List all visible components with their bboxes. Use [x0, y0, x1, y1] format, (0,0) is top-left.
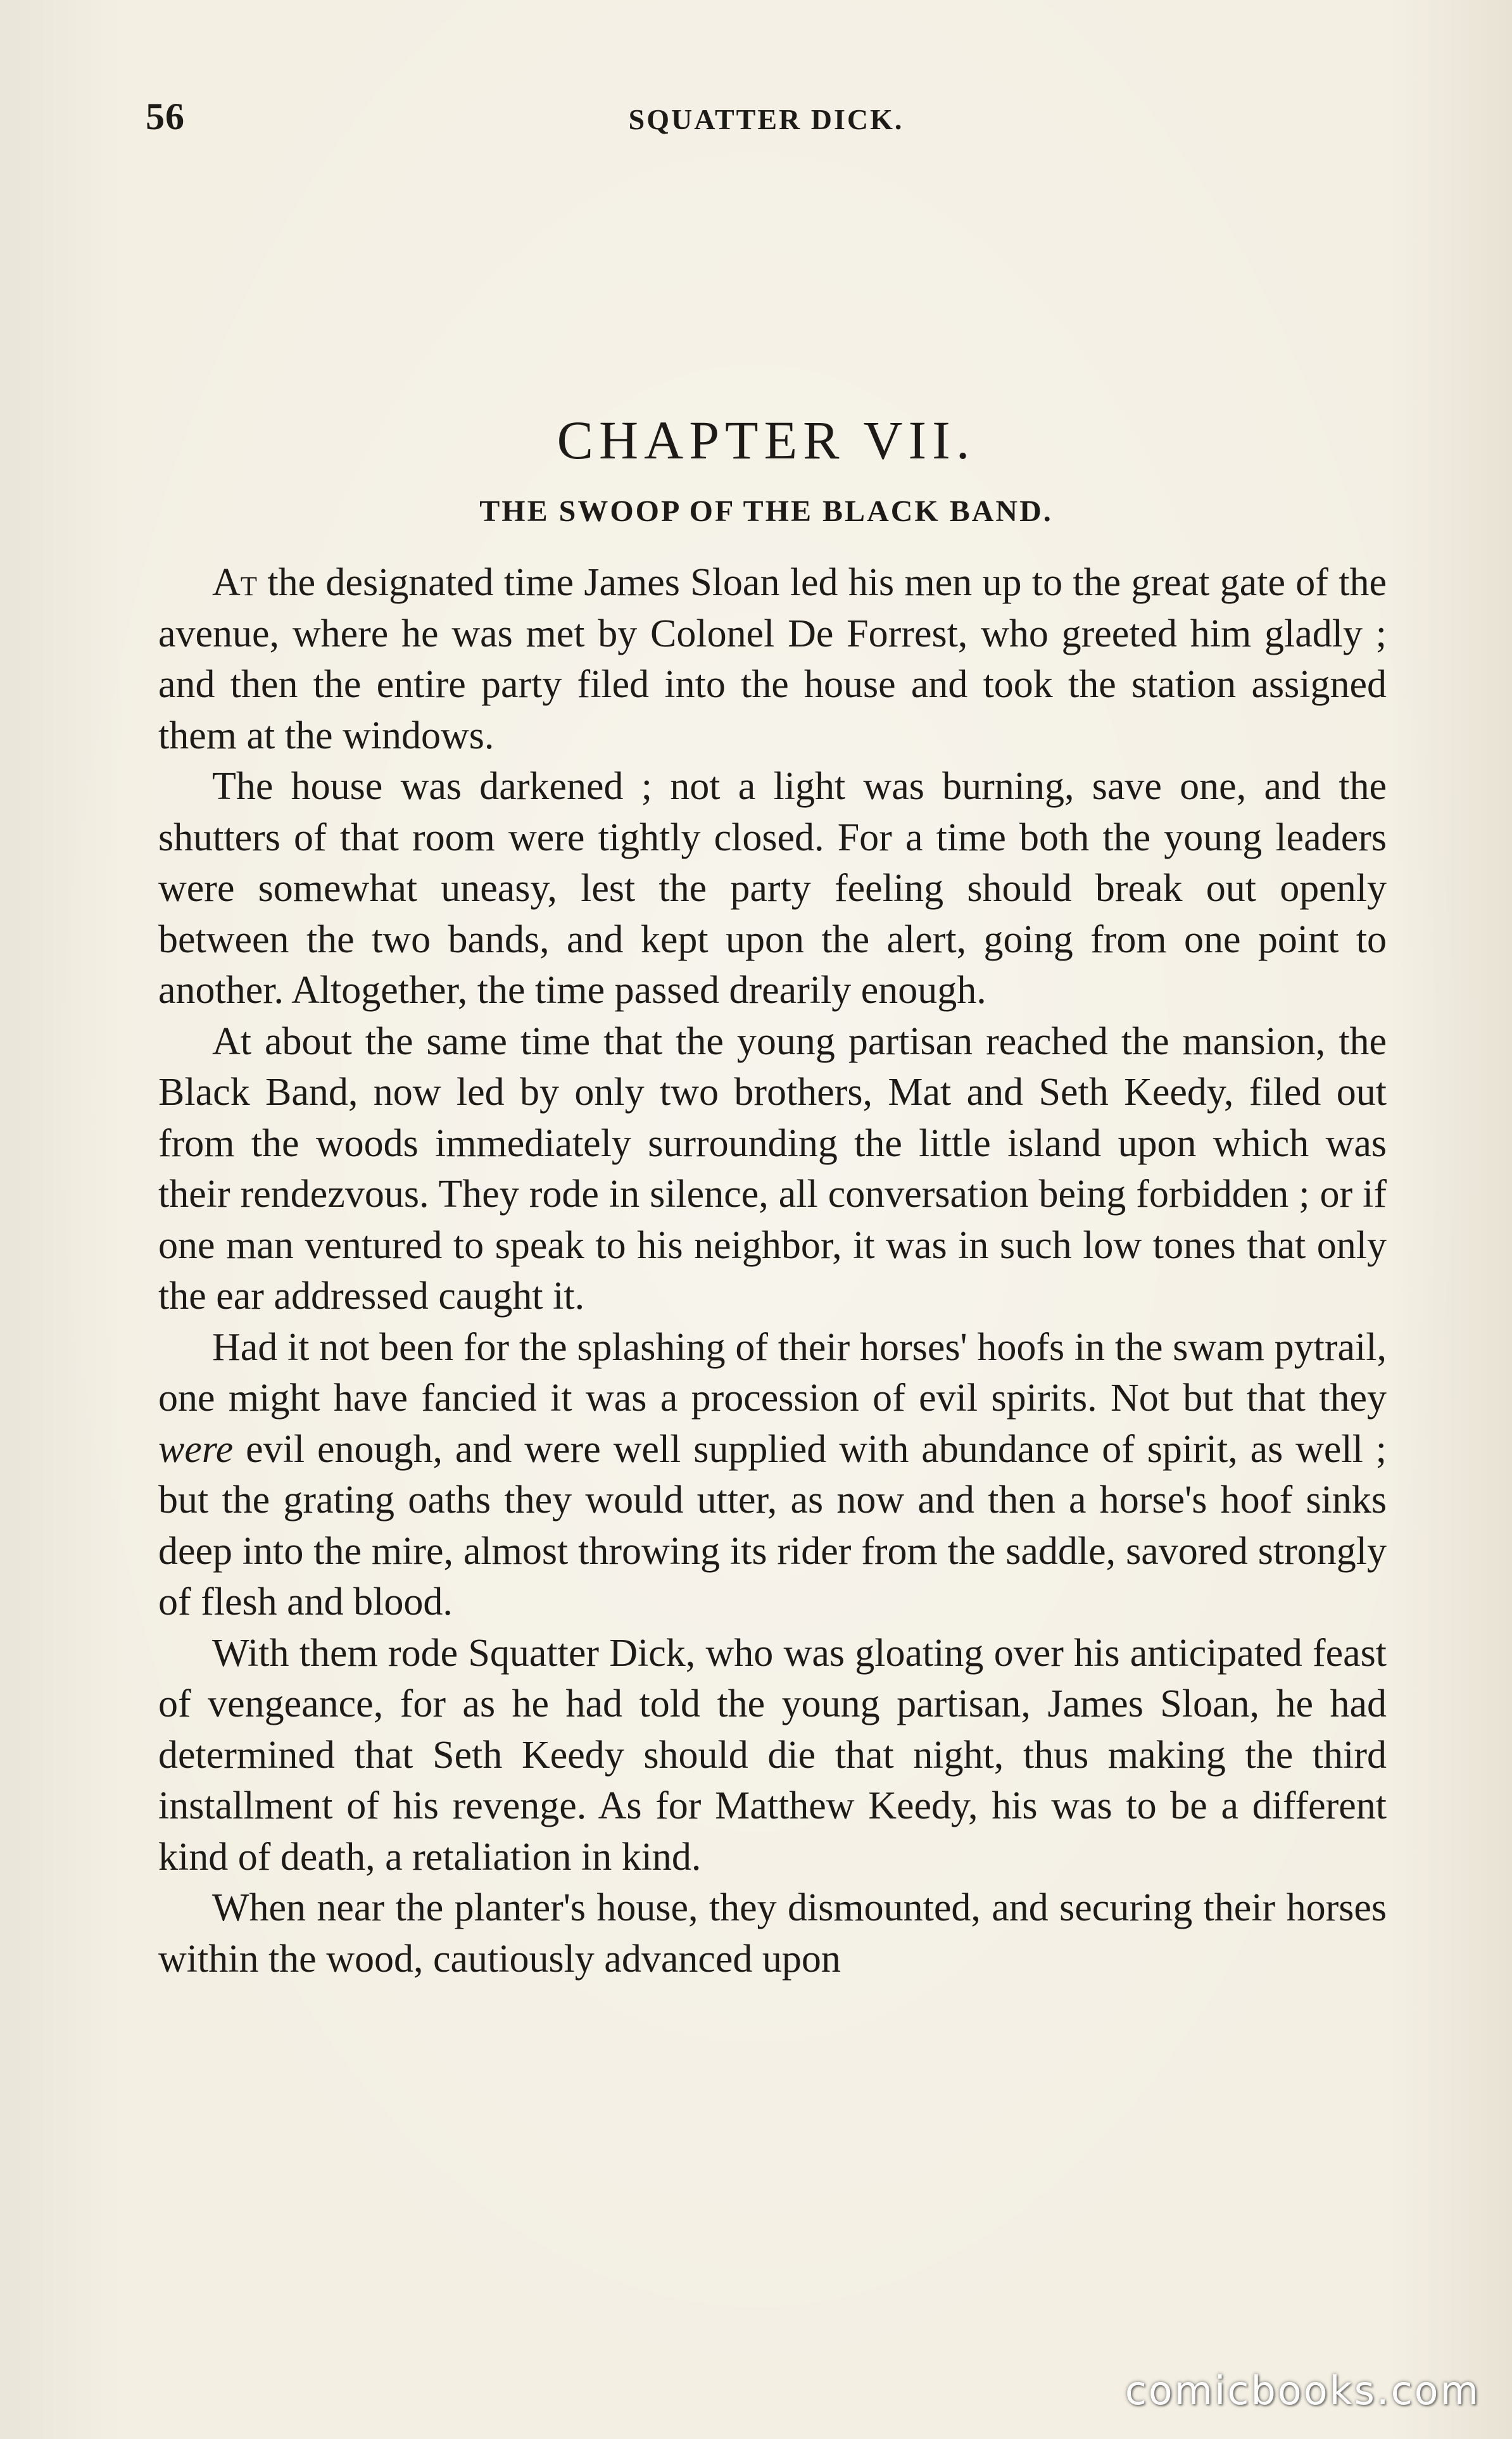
emphasized-word: were [158, 1427, 234, 1471]
paragraph-text: Had it not been for the splashing of their horses' hoofs in the swam pytrail, one might have fancied it was a procession of evil spirits. Not but that they [158, 1325, 1387, 1420]
paragraph-2: The house was darkened ; not a light was burning, save one, and the shutters of that room were tightly closed. For a time both the young leaders were somewhat uneasy, lest the party feeling should break out openly between the two bands, and kept upon the alert, going from one point to another. Altogether, the time passed drearily enough. [158, 765, 1387, 1012]
paragraph-4 [158, 1322, 1387, 1628]
chapter-title: CHAPTER VII. [557, 410, 976, 470]
paragraph-1 [158, 557, 1387, 761]
paragraph-3: At about the same time that the young partisan reached the mansion, the Black Band, now led by only two brothers, Mat and Seth Keedy, filed out from the woods immediately surrounding the little island upon which was their rendezvous. They rode in silence, all conversation being forbidden ; or if one man ventured to speak to his neighbor, it was in such low tones that only the ear addressed caught it. [158, 1019, 1387, 1318]
paragraph-text: evil enough, and were well supplied with abundance of spirit, as well ; but the grating oaths they would utter, as now and then a horse's hoof sinks deep into the mire, almost throwing its rider from the saddle, savored strongly of flesh and blood. [158, 1427, 1387, 1623]
page-number: 56 [146, 96, 185, 137]
body-text [158, 557, 1387, 1984]
paragraph-5: With them rode Squatter Dick, who was gloating over his anticipated feast of vengeance, for as he had told the young partisan, James Sloan, he had determined that Seth Keedy should die that night, thus making the third installment of his revenge. As for Matthew Keedy, his was to be a different kind of death, a retaliation in kind. [158, 1631, 1387, 1879]
paragraph-text: the designated time James Sloan led his men up to the great gate of the avenue, where he was met by Colonel De Forrest, who greeted him gladly ; and then the entire party filed into the house and took the station assigned them at the windows. [158, 561, 1387, 757]
paragraph-lead-word: At [212, 561, 258, 604]
chapter-subtitle: THE SWOOP OF THE BLACK BAND. [479, 495, 1053, 528]
page-header [146, 95, 1387, 152]
running-head: SQUATTER DICK. [628, 103, 904, 136]
site-watermark: comicbooks.com [1125, 2367, 1480, 2414]
paragraph-6: When near the planter's house, they dismounted, and securing their horses within the wood, cautiously advanced upon [158, 1886, 1387, 1981]
